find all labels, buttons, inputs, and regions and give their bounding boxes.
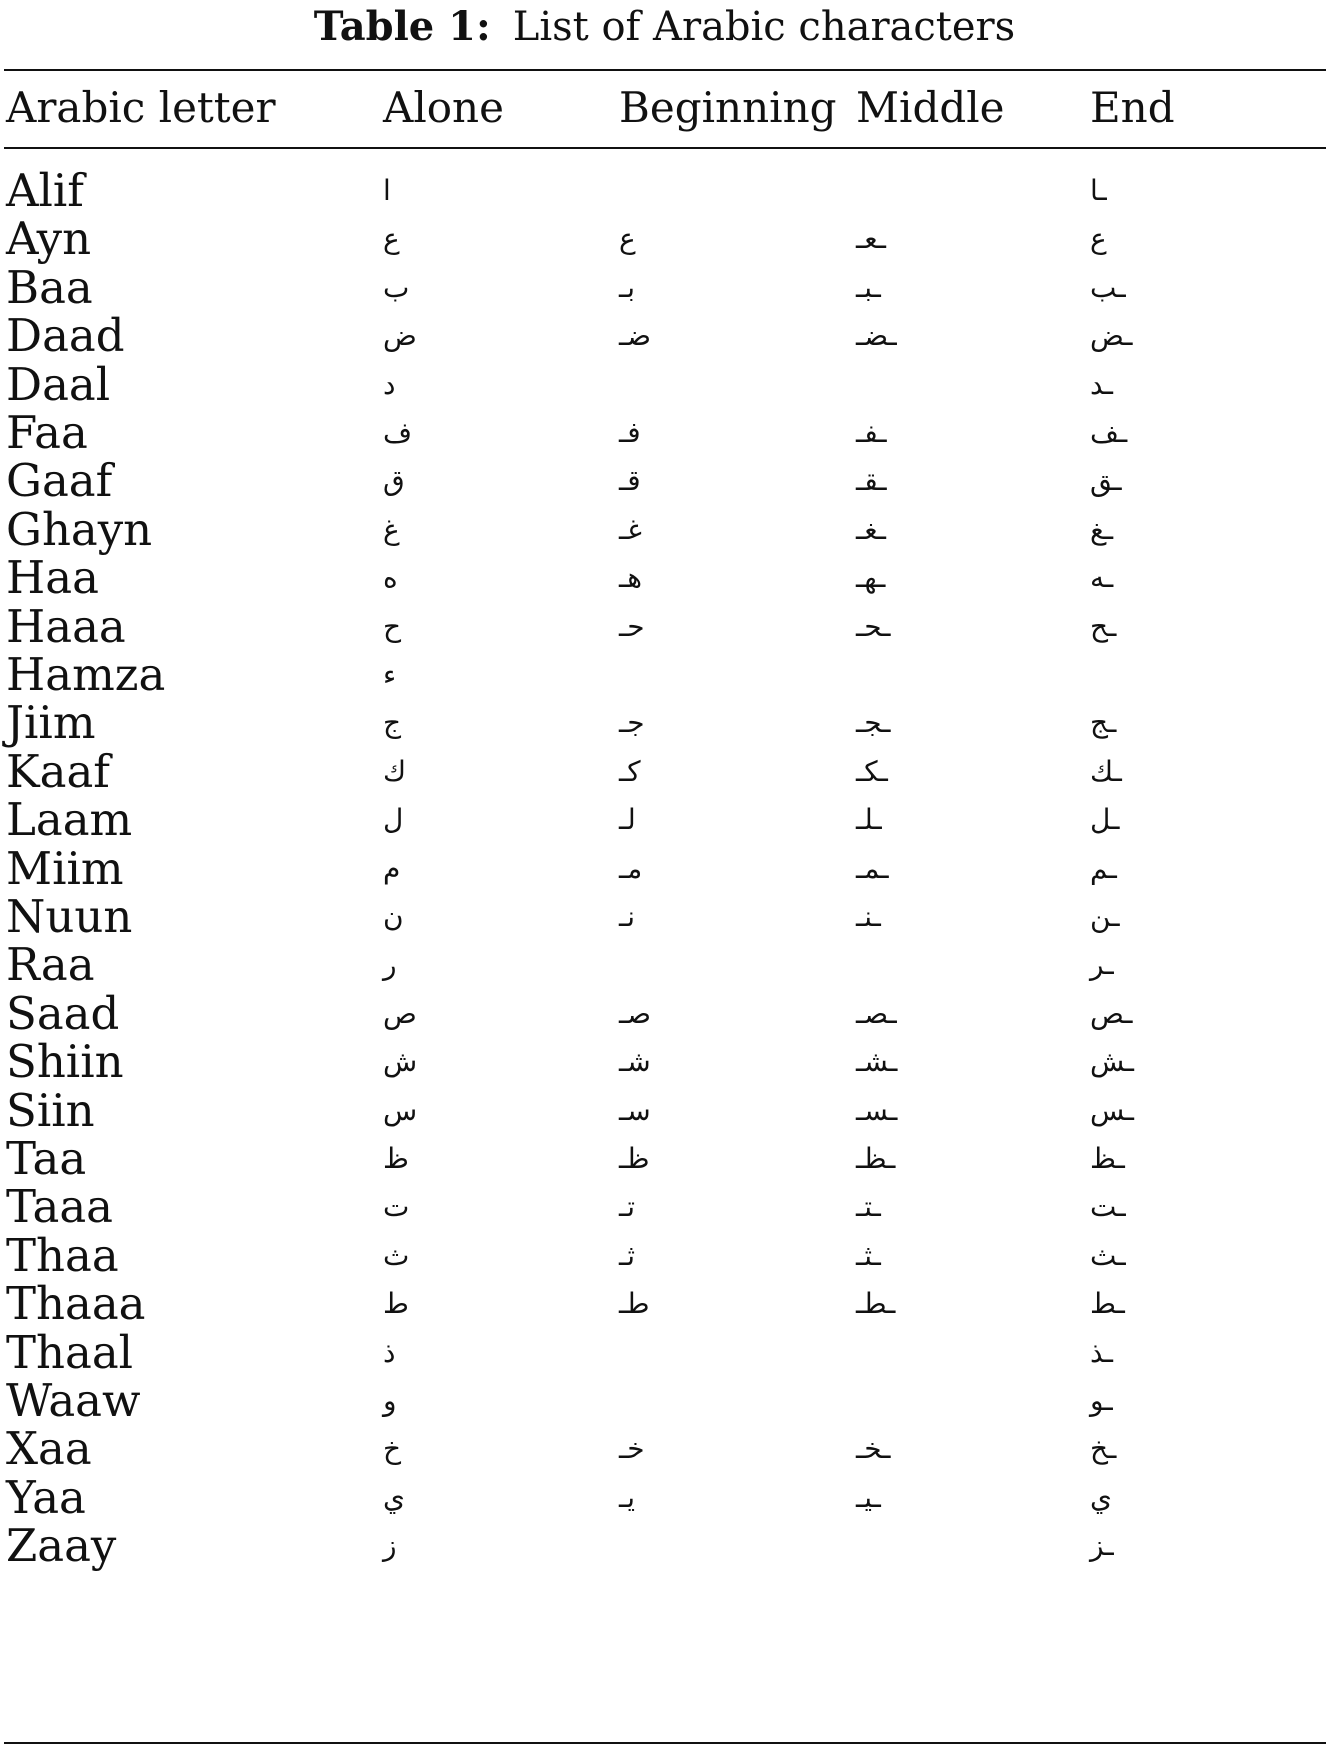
table-row bbox=[0, 1035, 1329, 1089]
glyph-alone: ع bbox=[383, 222, 400, 256]
table-row bbox=[0, 309, 1329, 363]
glyph-beginning: سـ bbox=[619, 1093, 651, 1127]
glyph-middle: ـيـ bbox=[856, 1480, 881, 1514]
glyph-middle: ـغـ bbox=[856, 512, 886, 546]
glyph-end: ـذ bbox=[1090, 1335, 1113, 1369]
letter-name: Kaaf bbox=[6, 744, 110, 798]
table-row bbox=[0, 696, 1329, 750]
glyph-alone: ب bbox=[383, 270, 410, 304]
glyph-beginning: كـ bbox=[619, 754, 641, 788]
glyph-alone: و bbox=[383, 1384, 397, 1417]
letter-name: Daad bbox=[6, 309, 125, 363]
table-caption bbox=[0, 0, 1329, 54]
glyph-beginning: يـ bbox=[619, 1480, 635, 1514]
letter-name: Haa bbox=[6, 551, 99, 605]
table-row bbox=[0, 842, 1329, 896]
glyph-beginning: خـ bbox=[619, 1432, 645, 1466]
table-bottom-rule bbox=[4, 1742, 1326, 1744]
table-row bbox=[0, 1132, 1329, 1186]
table-row bbox=[0, 1374, 1329, 1428]
table-row bbox=[0, 648, 1329, 702]
glyph-end: ـط bbox=[1090, 1287, 1125, 1321]
table-body bbox=[0, 164, 1329, 1734]
letter-name: Ayn bbox=[6, 212, 92, 266]
letter-name: Alif bbox=[6, 164, 84, 217]
letter-name: Thaa bbox=[6, 1228, 119, 1282]
glyph-beginning: مـ bbox=[619, 851, 643, 885]
glyph-alone: ن bbox=[383, 900, 404, 933]
glyph-beginning: ثـ bbox=[619, 1238, 635, 1272]
letter-name: Laam bbox=[6, 793, 133, 847]
glyph-middle: ـشـ bbox=[856, 1045, 898, 1079]
letter-name: Nuun bbox=[6, 890, 133, 943]
glyph-beginning: ع bbox=[619, 222, 636, 256]
table-row bbox=[0, 1519, 1329, 1573]
glyph-end: ع bbox=[1090, 222, 1107, 256]
letter-name: Shiin bbox=[6, 1035, 124, 1089]
glyph-middle: ـبـ bbox=[856, 270, 881, 304]
table-row bbox=[0, 551, 1329, 605]
table-row bbox=[0, 1326, 1329, 1380]
glyph-end: ـم bbox=[1090, 851, 1117, 885]
glyph-middle: ـثـ bbox=[856, 1238, 881, 1272]
table-row bbox=[0, 358, 1329, 412]
letter-name: Saad bbox=[6, 986, 120, 1040]
glyph-beginning: هـ bbox=[619, 561, 642, 595]
glyph-end: ـغ bbox=[1090, 512, 1114, 546]
table-row bbox=[0, 212, 1329, 266]
glyph-end: ـد bbox=[1090, 367, 1113, 401]
column-header-arabic-letter: Arabic letter bbox=[6, 83, 276, 132]
column-header-beginning: Beginning bbox=[619, 83, 837, 132]
glyph-middle: ـسـ bbox=[856, 1093, 898, 1127]
glyph-beginning: غـ bbox=[619, 512, 642, 546]
letter-name: Thaal bbox=[6, 1325, 134, 1379]
glyph-middle: ـعـ bbox=[856, 222, 886, 256]
glyph-end: ـق bbox=[1090, 464, 1122, 498]
table-row bbox=[0, 793, 1329, 847]
table-row bbox=[0, 1277, 1329, 1331]
letter-name: Baa bbox=[6, 260, 93, 314]
glyph-alone: ث bbox=[383, 1238, 410, 1272]
glyph-end: ـب bbox=[1090, 270, 1126, 304]
glyph-end: ـث bbox=[1090, 1238, 1126, 1272]
glyph-end: ـض bbox=[1090, 319, 1133, 353]
table-header-row bbox=[0, 72, 1329, 144]
letter-name: Siin bbox=[6, 1083, 95, 1137]
glyph-beginning: جـ bbox=[619, 706, 645, 740]
glyph-alone: م bbox=[383, 851, 401, 885]
glyph-end: ـز bbox=[1090, 1529, 1114, 1563]
glyph-end: ـح bbox=[1090, 609, 1117, 643]
glyph-end: ـر bbox=[1090, 948, 1114, 982]
glyph-beginning: تـ bbox=[619, 1190, 635, 1224]
glyph-end: ـل bbox=[1090, 803, 1120, 837]
glyph-middle: ـحـ bbox=[856, 609, 891, 643]
glyph-end: ـظ bbox=[1090, 1142, 1125, 1175]
column-header-end: End bbox=[1090, 83, 1175, 132]
table-row bbox=[0, 600, 1329, 654]
glyph-middle: ـكـ bbox=[856, 754, 888, 788]
glyph-alone: ف bbox=[383, 416, 413, 449]
letter-name: Jiim bbox=[6, 696, 96, 750]
glyph-middle: ـصـ bbox=[856, 996, 897, 1030]
glyph-beginning: شـ bbox=[619, 1045, 651, 1079]
glyph-end: ـا bbox=[1090, 174, 1107, 207]
letter-name: Raa bbox=[6, 938, 95, 992]
glyph-beginning: فـ bbox=[619, 416, 641, 449]
glyph-middle: ـمـ bbox=[856, 851, 889, 885]
glyph-beginning: بـ bbox=[619, 270, 635, 304]
glyph-alone: ط bbox=[383, 1287, 409, 1321]
glyph-alone: س bbox=[383, 1093, 418, 1127]
glyph-end: ـش bbox=[1090, 1045, 1134, 1079]
letter-name: Haaa bbox=[6, 599, 126, 653]
glyph-end: ـس bbox=[1090, 1093, 1134, 1127]
table-row bbox=[0, 261, 1329, 315]
table-row bbox=[0, 1084, 1329, 1138]
glyph-alone: خ bbox=[383, 1432, 402, 1466]
glyph-beginning: حـ bbox=[619, 609, 645, 643]
glyph-middle: ـظـ bbox=[856, 1142, 896, 1175]
letter-name: Yaa bbox=[6, 1470, 86, 1524]
table-caption-label: Table 1: bbox=[313, 3, 491, 50]
glyph-alone: ر bbox=[383, 948, 397, 982]
glyph-middle: ـطـ bbox=[856, 1287, 896, 1321]
table-row bbox=[0, 745, 1329, 799]
glyph-alone: ا bbox=[383, 174, 391, 207]
glyph-alone: ش bbox=[383, 1045, 418, 1079]
glyph-middle: ـجـ bbox=[856, 706, 891, 740]
glyph-alone: ه bbox=[383, 561, 398, 595]
table-row bbox=[0, 938, 1329, 992]
glyph-beginning: قـ bbox=[619, 464, 641, 498]
letter-name: Thaaa bbox=[6, 1277, 146, 1331]
glyph-middle: ـتـ bbox=[856, 1190, 881, 1224]
glyph-alone: ي bbox=[383, 1480, 405, 1514]
glyph-alone: ق bbox=[383, 464, 405, 498]
letter-name: Zaay bbox=[6, 1519, 117, 1573]
glyph-alone: ص bbox=[383, 996, 417, 1030]
glyph-middle: ـلـ bbox=[856, 803, 882, 837]
table-row bbox=[0, 1471, 1329, 1525]
glyph-alone: ح bbox=[383, 609, 402, 643]
glyph-end: ي bbox=[1090, 1480, 1112, 1514]
letter-name: Gaaf bbox=[6, 454, 113, 508]
glyph-end: ـف bbox=[1090, 416, 1128, 449]
letter-name: Taaa bbox=[6, 1180, 114, 1234]
glyph-end: ـو bbox=[1090, 1384, 1113, 1417]
glyph-alone: ظ bbox=[383, 1142, 409, 1175]
letter-name: Miim bbox=[6, 841, 124, 895]
glyph-end: ـه bbox=[1090, 561, 1114, 595]
glyph-middle: ـضـ bbox=[856, 319, 897, 353]
glyph-end: ـخ bbox=[1090, 1432, 1117, 1466]
table-caption-title: List of Arabic characters bbox=[512, 4, 1016, 50]
glyph-beginning: ظـ bbox=[619, 1142, 650, 1175]
table-row bbox=[0, 1422, 1329, 1476]
table-top-rule bbox=[4, 69, 1326, 71]
glyph-alone: ز bbox=[383, 1529, 397, 1563]
table-row bbox=[0, 454, 1329, 508]
letter-name: Hamza bbox=[6, 648, 166, 701]
glyph-beginning: ضـ bbox=[619, 319, 651, 353]
glyph-alone: ل bbox=[383, 803, 404, 837]
column-header-middle: Middle bbox=[856, 83, 1005, 132]
glyph-end: ـج bbox=[1090, 706, 1117, 740]
table-row bbox=[0, 406, 1329, 460]
letter-name: Xaa bbox=[6, 1422, 92, 1476]
glyph-beginning: نـ bbox=[619, 900, 635, 933]
glyph-alone: ء bbox=[383, 658, 397, 691]
glyph-alone: ت bbox=[383, 1190, 410, 1224]
table-row bbox=[0, 890, 1329, 944]
column-header-alone: Alone bbox=[383, 83, 504, 132]
table-row bbox=[0, 1180, 1329, 1234]
glyph-middle: ـفـ bbox=[856, 416, 887, 449]
glyph-end: ـص bbox=[1090, 996, 1133, 1030]
glyph-alone: ك bbox=[383, 754, 407, 788]
table-row bbox=[0, 987, 1329, 1041]
glyph-alone: ض bbox=[383, 319, 417, 353]
glyph-alone: ذ bbox=[383, 1335, 396, 1369]
glyph-alone: ج bbox=[383, 706, 402, 740]
glyph-end: ـك bbox=[1090, 754, 1122, 788]
glyph-alone: د bbox=[383, 367, 396, 401]
glyph-alone: غ bbox=[383, 512, 400, 546]
letter-name: Waaw bbox=[6, 1374, 141, 1427]
glyph-beginning: صـ bbox=[619, 996, 651, 1030]
glyph-middle: ـهـ bbox=[856, 561, 886, 595]
letter-name: Taa bbox=[6, 1132, 87, 1185]
glyph-middle: ـقـ bbox=[856, 464, 887, 498]
letter-name: Daal bbox=[6, 357, 111, 411]
table-row bbox=[0, 1229, 1329, 1283]
table-header-rule bbox=[4, 147, 1326, 149]
letter-name: Faa bbox=[6, 406, 88, 459]
table-row bbox=[0, 503, 1329, 557]
glyph-end: ـت bbox=[1090, 1190, 1126, 1224]
glyph-middle: ـخـ bbox=[856, 1432, 891, 1466]
letter-name: Ghayn bbox=[6, 502, 153, 556]
glyph-end: ـن bbox=[1090, 900, 1120, 933]
glyph-beginning: لـ bbox=[619, 803, 636, 837]
table-row bbox=[0, 164, 1329, 218]
glyph-beginning: طـ bbox=[619, 1287, 650, 1321]
glyph-middle: ـنـ bbox=[856, 900, 881, 933]
